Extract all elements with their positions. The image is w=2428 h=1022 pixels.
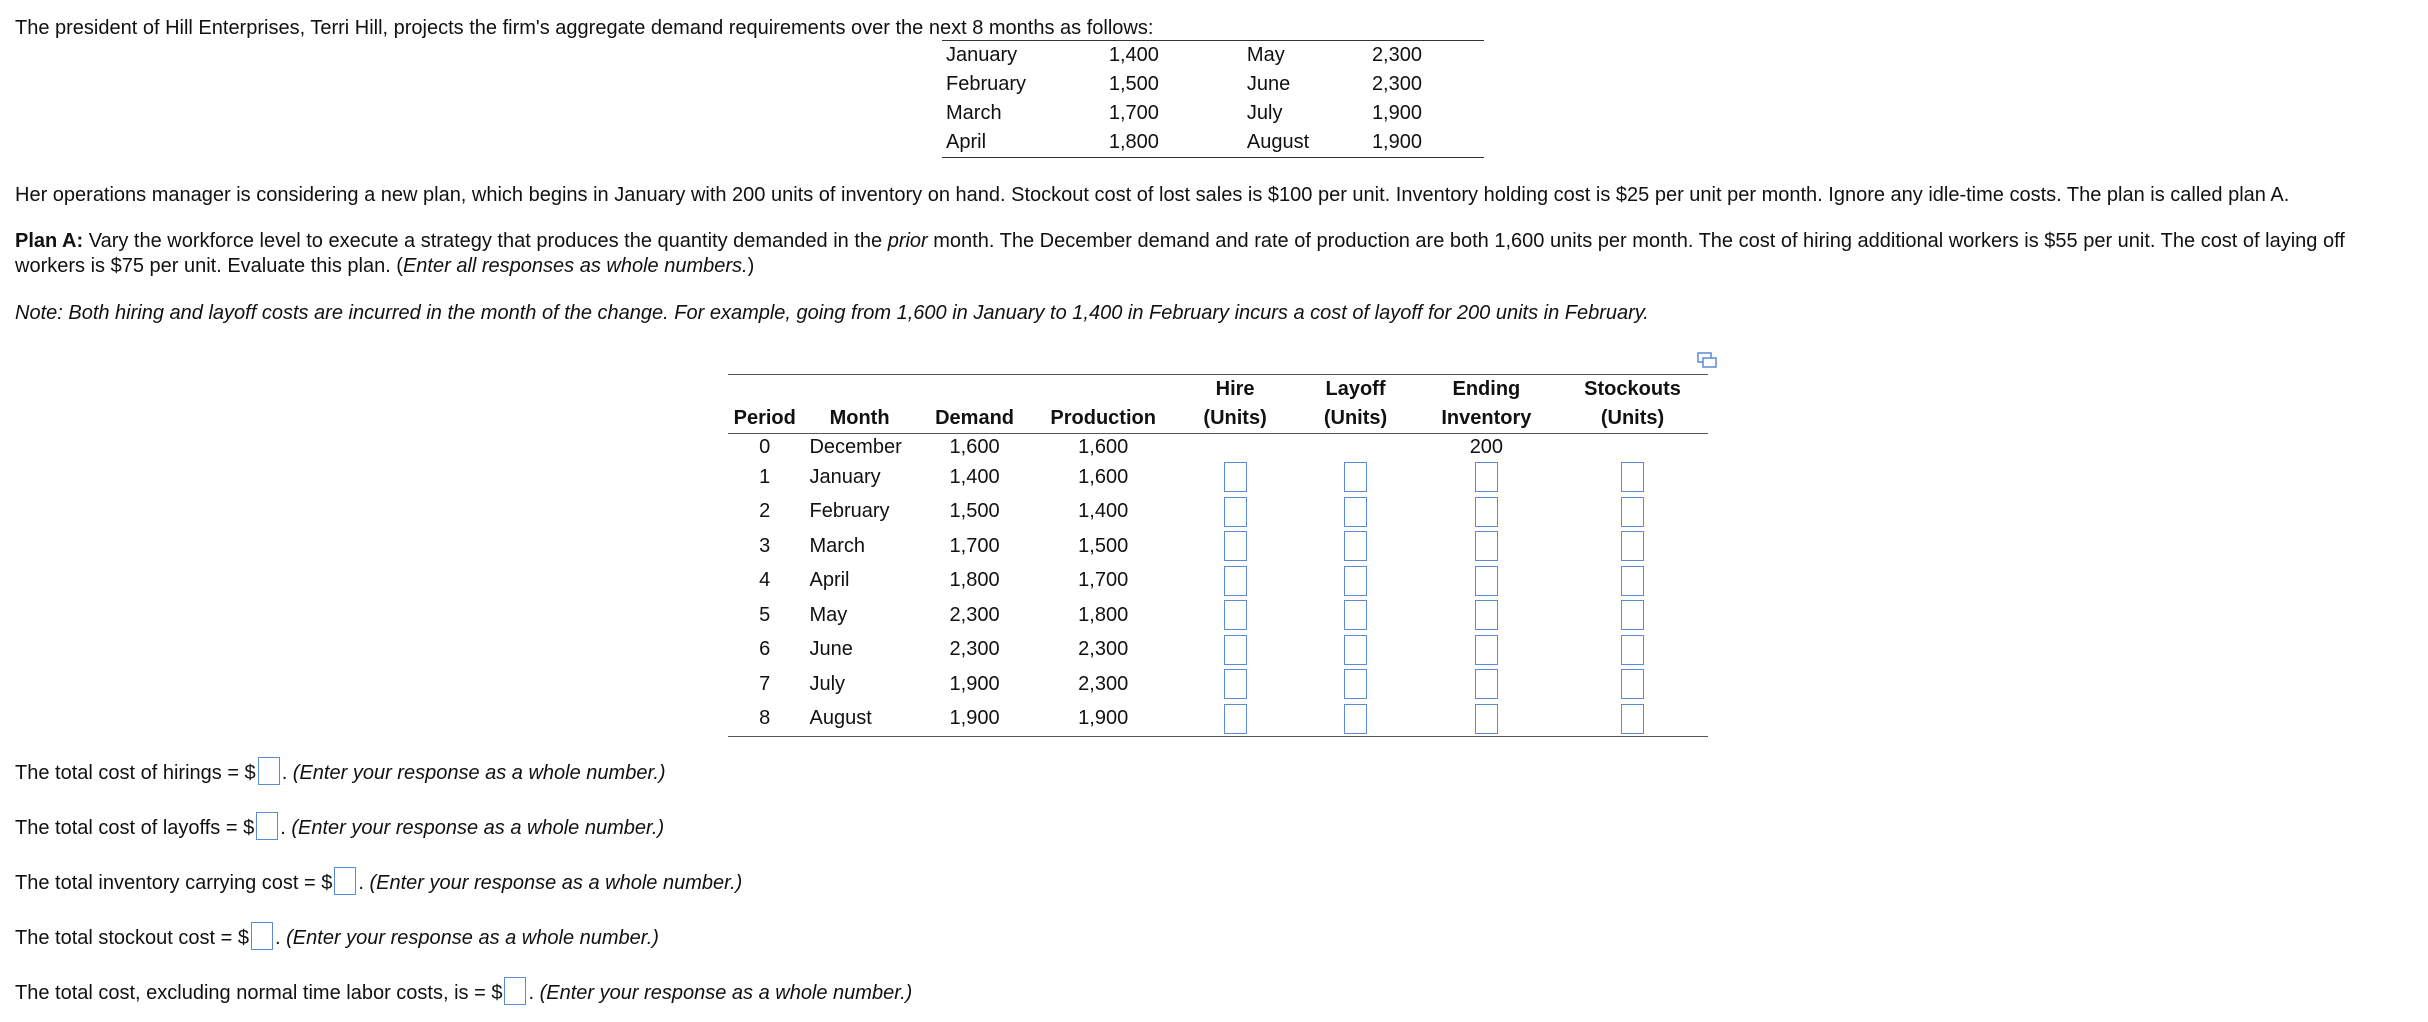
layoff-units-header: (Units) [1295,404,1415,434]
period-cell: 8 [759,707,771,730]
total-inventory-hint: (Enter your response as a whole number.) [363,872,743,894]
ending-inventory-input[interactable] [1475,635,1498,665]
stockouts-input[interactable] [1621,531,1644,561]
hire-input[interactable] [1224,635,1247,665]
stockouts-input[interactable] [1621,669,1644,699]
total-cost-suffix: . [528,982,535,1004]
demand-value: 1,800 [1108,131,1159,153]
period-cell: 0 [759,435,771,458]
month-cell: July [809,672,846,695]
hire-units-header: (Units) [1175,404,1295,434]
stockouts-input[interactable] [1621,704,1644,734]
stockouts-input[interactable] [1621,462,1644,492]
plan-intro: Her operations manager is considering a new plan, which begins in January with 200 units of inventory on hand. Stockout cost of lost sales is $100 per unit. Inventory holding cost is $25 per unit per month. Ignore any idle-time costs. The plan is called plan A. [15,184,2290,206]
ending-header: Ending [1452,378,1521,400]
production-cell: 1,700 [1078,569,1129,592]
ending-inventory-input[interactable] [1475,566,1498,596]
plan-a-close: ) [747,255,755,277]
demand-header: Demand [918,404,1032,434]
demand-cell: 1,800 [949,569,1000,592]
ending-inventory-input[interactable] [1475,531,1498,561]
demand-value: 1,500 [1108,73,1159,95]
period-cell: 3 [759,534,771,557]
layoff-header: Layoff [1325,378,1386,400]
month-cell: December [809,435,902,458]
total-stockout-line [15,922,659,951]
total-inventory-input[interactable] [334,867,356,895]
demand-cell: 1,900 [949,672,1000,695]
plan-a-label: Plan A: [15,230,84,252]
month-header: Month [801,404,917,434]
stockouts-input[interactable] [1621,600,1644,630]
month-cell: May [809,603,848,626]
month-cell: January [809,465,881,488]
stockouts-header: Stockouts [1584,378,1681,400]
table-header-row [728,404,1708,434]
table-row [728,529,1708,564]
total-hirings-suffix: . [281,762,288,784]
copy-table-icon[interactable] [1697,352,1717,368]
production-cell: 1,600 [1078,435,1129,458]
ending-inventory-input[interactable] [1475,669,1498,699]
total-inventory-label: The total inventory carrying cost = $ [15,872,333,894]
total-cost-input[interactable] [504,977,526,1005]
demand-cell: 1,500 [949,500,1000,523]
layoff-input[interactable] [1344,497,1367,527]
period-header: Period [728,404,801,434]
total-hirings-hint: (Enter your response as a whole number.) [287,762,666,784]
hire-input[interactable] [1224,566,1247,596]
ending-inventory-input[interactable] [1475,497,1498,527]
layoff-input[interactable] [1344,669,1367,699]
note-text: Note: Both hiring and layoff costs are incurred in the month of the change. For example, going from 1,600 in January to 1,400 in February incurs a cost of layoff for 200 units in February. [15,302,1649,324]
demand-month: August [1246,131,1310,153]
plan-a-instruction: Enter all responses as whole numbers. [402,255,748,277]
period-cell: 5 [759,603,771,626]
ending-inventory-input[interactable] [1475,704,1498,734]
layoff-input[interactable] [1344,566,1367,596]
demand-month: February [946,73,1027,95]
month-cell: August [809,707,872,730]
table-row [728,434,1708,461]
month-cell: April [809,569,850,592]
month-cell: February [809,500,890,523]
stockouts-input[interactable] [1621,635,1644,665]
demand-row [942,128,1484,158]
period-cell: 1 [759,465,771,488]
demand-cell: 2,300 [949,638,1000,661]
plan-a-text-1: Vary the workforce level to execute a strategy that produces the quantity demanded in the [83,230,888,252]
plan-a-prior: prior [887,230,928,252]
demand-value: 2,300 [1371,44,1422,66]
hire-input[interactable] [1224,462,1247,492]
table-row [728,495,1708,530]
total-layoffs-suffix: . [280,817,286,839]
total-layoffs-label: The total cost of layoffs = $ [15,817,255,839]
ending-inventory-input[interactable] [1475,600,1498,630]
demand-value: 2,300 [1371,73,1422,95]
total-stockout-suffix: . [275,927,281,949]
intro-text: The president of Hill Enterprises, Terri Hill, projects the firm's aggregate demand requirements over the next 8 months as follows: [15,17,1154,39]
plan-a-text-2: month. The December demand and rate of production are both 1,600 units per month. The cost of hiring additional workers is $55 per unit. The cost of laying off workers is $75 per unit. Evaluate this plan. ( [15,230,2345,277]
hire-input[interactable] [1224,600,1247,630]
total-layoffs-line [15,812,664,841]
hire-input[interactable] [1224,497,1247,527]
production-cell: 1,800 [1078,603,1129,626]
hire-input[interactable] [1224,531,1247,561]
layoff-input[interactable] [1344,462,1367,492]
total-inventory-line [15,867,742,896]
hire-input[interactable] [1224,704,1247,734]
month-cell: March [809,534,866,557]
total-hirings-input[interactable] [258,757,280,785]
demand-row [942,70,1484,99]
demand-cell: 2,300 [949,603,1000,626]
table-row [728,564,1708,599]
demand-cell: 1,600 [949,435,1000,458]
demand-table [942,40,1484,158]
production-cell: 1,500 [1078,534,1129,557]
inventory-header: Inventory [1416,404,1557,434]
total-hirings-line [15,757,666,786]
table-row [728,598,1708,633]
period-cell: 6 [759,638,771,661]
total-cost-hint: (Enter your response as a whole number.) [534,982,913,1004]
stockouts-input[interactable] [1621,566,1644,596]
demand-value: 1,400 [1108,44,1159,66]
production-header: Production [1031,404,1174,434]
demand-row [942,99,1484,128]
production-cell: 1,600 [1078,465,1129,488]
total-stockout-label: The total stockout cost = $ [15,927,250,949]
period-cell: 7 [759,672,771,695]
production-cell: 1,900 [1078,707,1129,730]
layoff-input[interactable] [1344,635,1367,665]
total-inventory-suffix: . [358,872,364,894]
total-stockout-input[interactable] [251,922,273,950]
hire-input[interactable] [1224,669,1247,699]
total-hirings-label: The total cost of hirings = $ [15,762,256,784]
demand-month: January [946,44,1018,66]
month-cell: June [809,638,853,661]
demand-value: 1,900 [1371,131,1422,153]
stockouts-units-header: (Units) [1557,404,1708,434]
production-cell: 2,300 [1078,672,1129,695]
table-row [728,667,1708,702]
layoff-input[interactable] [1344,600,1367,630]
demand-cell: 1,900 [949,707,1000,730]
production-cell: 1,400 [1078,500,1129,523]
period-cell: 4 [759,569,771,592]
demand-cell: 1,700 [949,534,1000,557]
total-cost-line [15,977,912,1006]
layoff-input[interactable] [1344,531,1367,561]
table-header-row [728,375,1708,405]
plan-table [728,374,1708,737]
demand-value: 1,700 [1108,102,1159,124]
table-row [728,633,1708,668]
table-row [728,702,1708,737]
total-layoffs-input[interactable] [256,812,278,840]
production-cell: 2,300 [1078,638,1129,661]
demand-row [942,41,1484,71]
ending-inventory-cell: 200 [1469,435,1504,458]
total-stockout-hint: (Enter your response as a whole number.) [280,927,659,949]
period-cell: 2 [759,500,771,523]
stockouts-input[interactable] [1621,497,1644,527]
demand-month: May [1246,44,1285,66]
plan-a-description [15,229,2415,279]
hire-header: Hire [1215,378,1255,400]
demand-value: 1,900 [1371,102,1422,124]
layoff-input[interactable] [1344,704,1367,734]
ending-inventory-input[interactable] [1475,462,1498,492]
table-row [728,460,1708,495]
demand-month: March [946,102,1002,124]
total-cost-label: The total cost, excluding normal time labor costs, is = $ [15,982,503,1004]
demand-cell: 1,400 [949,465,1000,488]
demand-month: April [946,131,987,153]
total-layoffs-hint: (Enter your response as a whole number.) [285,817,665,839]
demand-month: June [1246,73,1291,95]
demand-month: July [1246,102,1283,124]
